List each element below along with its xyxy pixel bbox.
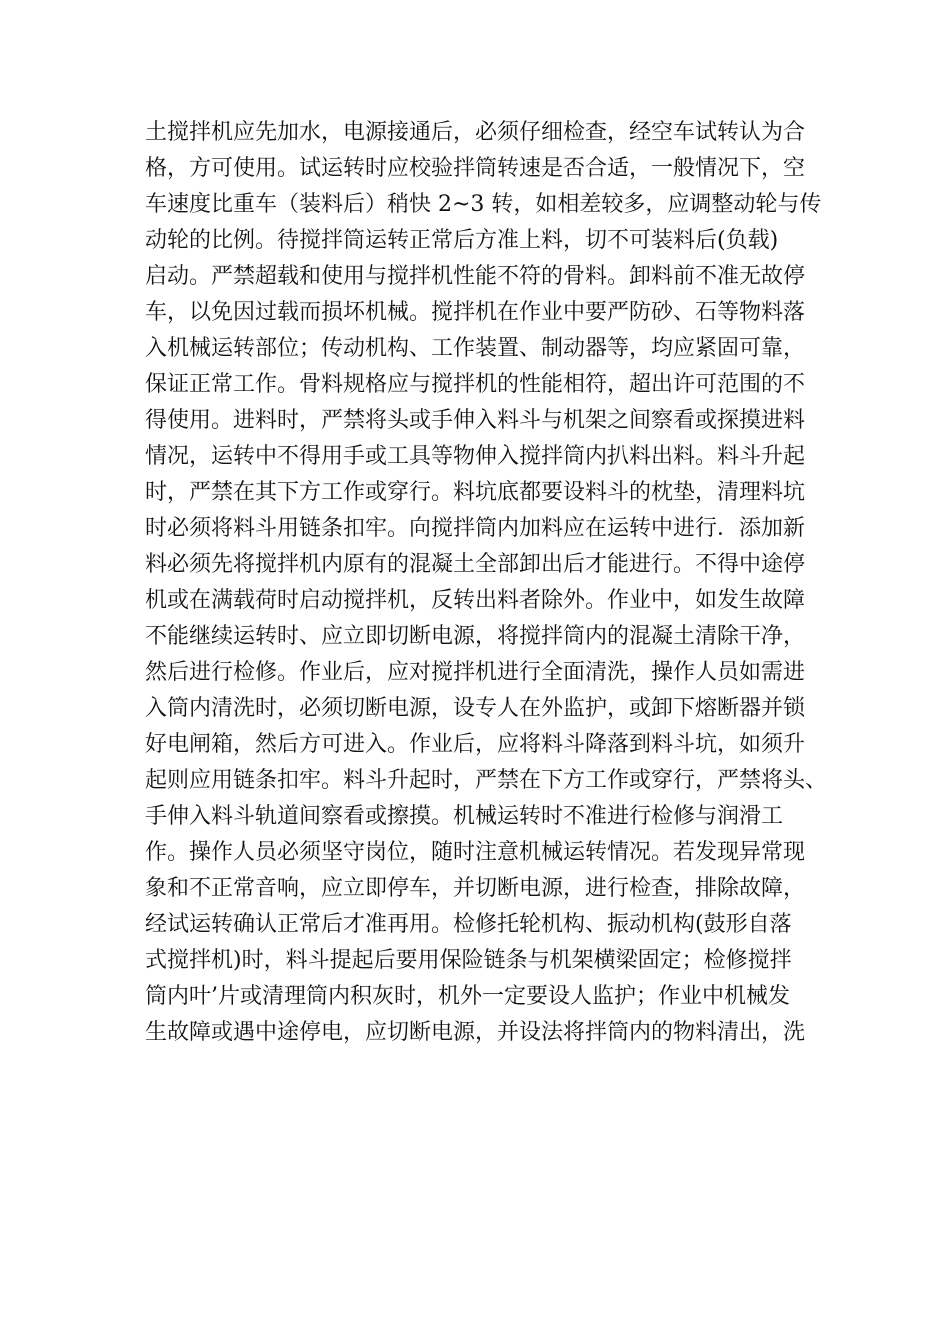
text-line: 车，以免因过载而损坏机械。搅拌机在作业中要严防砂、石等物料落 xyxy=(145,300,806,325)
text-line: 时，严禁在其下方工作或穿行。料坑底都要设料斗的枕垫，清理料坑 xyxy=(145,480,806,505)
text-line: 时必须将料斗用链条扣牢。向搅拌筒内加料应在运转中进行．添加新 xyxy=(145,516,806,541)
text-line: 式搅拌机)时，料斗提起后要用保险链条与机架横梁固定；检修搅拌 xyxy=(145,948,792,973)
text-line: 手伸入料斗轨道间察看或擦摸。机械运转时不准进行检修与润滑工 xyxy=(145,804,784,829)
text-line: 土搅拌机应先加水，电源接通后，必须仔细检查，经空车试转认为合 xyxy=(145,120,806,145)
text-line: 动轮的比例。待搅拌筒运转正常后方准上料，切不可装料后(负载) xyxy=(145,228,779,253)
text-line: 保证正常工作。骨料规格应与搅拌机的性能相符，超出许可范围的不 xyxy=(145,372,806,397)
text-line: 入筒内清洗时，必须切断电源，设专人在外监护，或卸下熔断器并锁 xyxy=(145,696,806,721)
text-line: 得使用。进料时，严禁将头或手伸入料斗与机架之间察看或探摸进料 xyxy=(145,408,806,433)
text-line: 筒内叶’片或清理筒内积灰时，机外一定要设人监护；作业中机械发 xyxy=(145,984,790,1009)
text-line: 生故障或遇中途停电，应切断电源，并设法将拌筒内的物料清出，洗 xyxy=(145,1020,806,1045)
text-line: 然后进行检修。作业后，应对搅拌机进行全面清洗，操作人员如需进 xyxy=(145,660,806,685)
text-line: 机或在满载荷时启动搅拌机，反转出料者除外。作业中，如发生故障 xyxy=(145,588,806,613)
text-line: 经试运转确认正常后才准再用。检修托轮机构、振动机构(鼓形自落 xyxy=(145,912,792,937)
text-line: 料必须先将搅拌机内原有的混凝土全部卸出后才能进行。不得中途停 xyxy=(145,552,806,577)
text-line: 车速度比重车（装料后）稍快 2~3 转，如相差较多，应调整动轮与传 xyxy=(145,192,822,217)
text-line: 情况，运转中不得用手或工具等物伸入搅拌筒内扒料出料。料斗升起 xyxy=(145,444,806,469)
text-line: 好电闸箱，然后方可进入。作业后，应将料斗降落到料斗坑，如须升 xyxy=(145,732,806,757)
text-line: 不能继续运转时、应立即切断电源，将搅拌筒内的混凝土清除干净， xyxy=(145,624,806,649)
text-line: 象和不正常音响，应立即停车，并切断电源，进行检查，排除故障， xyxy=(145,876,806,901)
text-line: 入机械运转部位；传动机构、工作装置、制动器等，均应紧固可靠， xyxy=(145,336,806,361)
text-line: 启动。严禁超载和使用与搅拌机性能不符的骨料。卸料前不准无故停 xyxy=(145,264,806,289)
text-line: 起则应用链条扣牢。料斗升起时，严禁在下方工作或穿行，严禁将头、 xyxy=(145,768,828,793)
text-line: 作。操作人员必须坚守岗位，随时注意机械运转情况。若发现异常现 xyxy=(145,840,806,865)
text-line: 格，方可使用。试运转时应校验拌筒转速是否合适，一般情况下，空 xyxy=(145,156,806,181)
body-paragraph xyxy=(145,115,828,1051)
